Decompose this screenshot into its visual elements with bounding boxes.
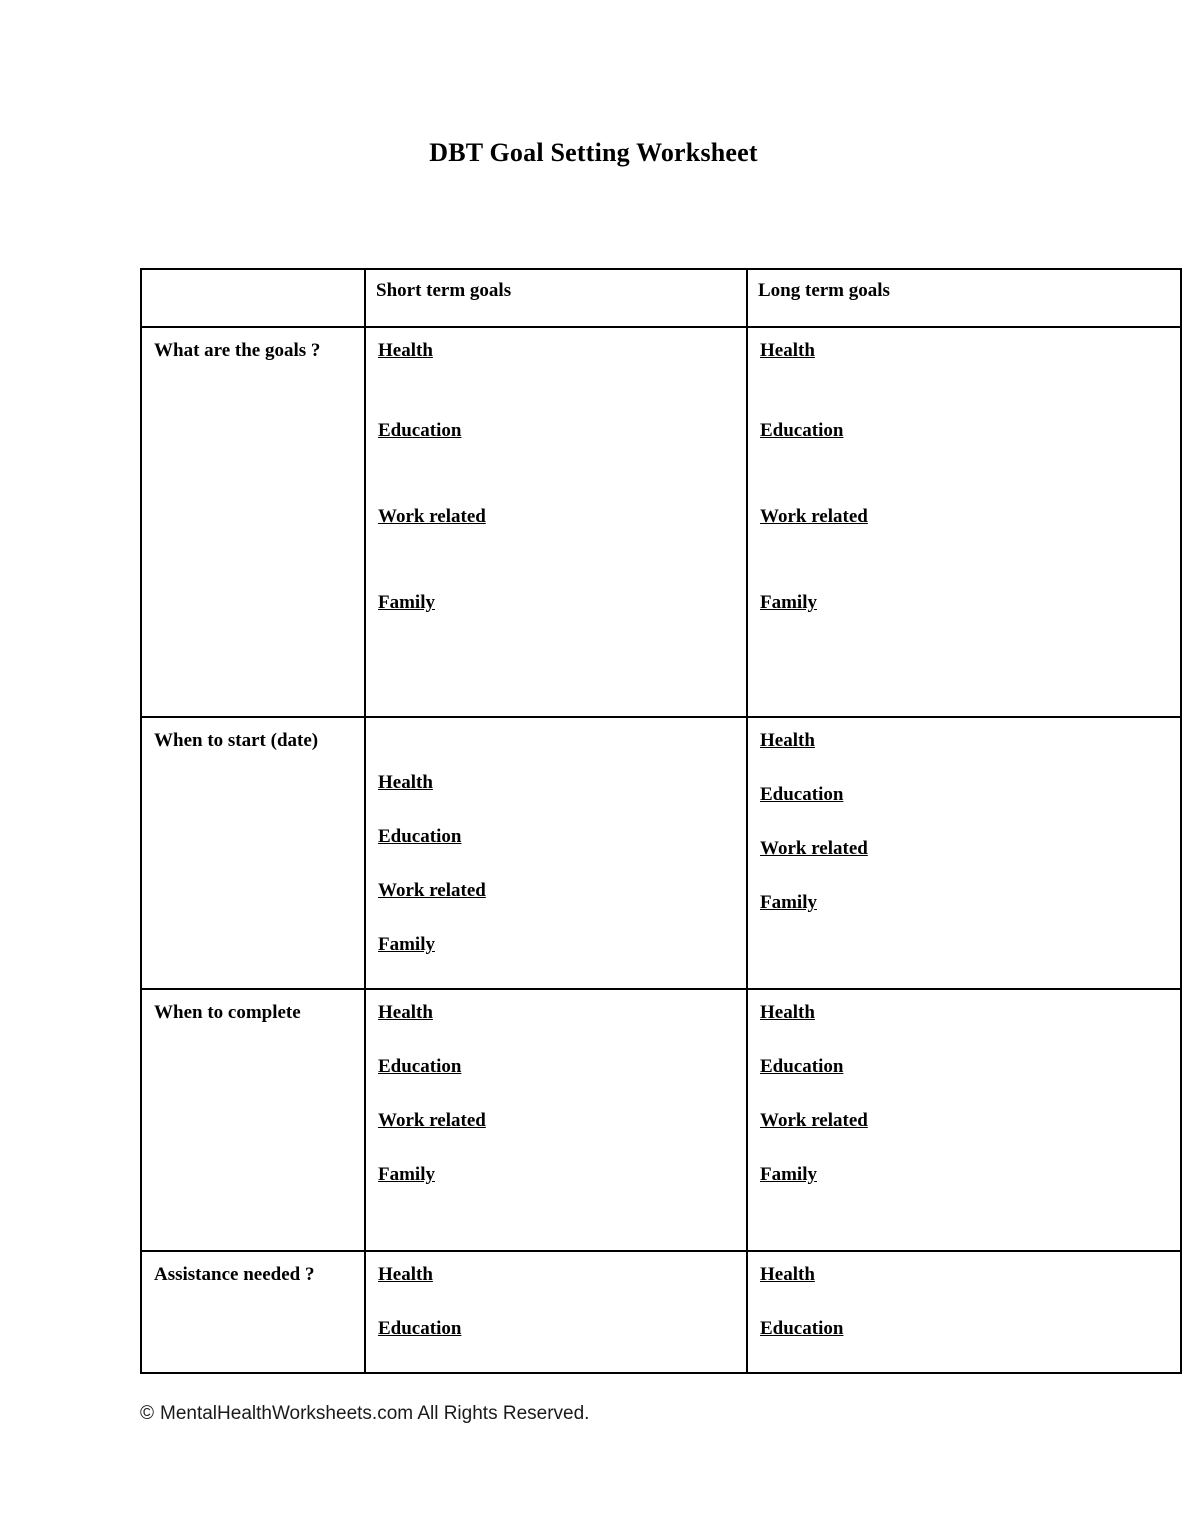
row-label-when-to-complete: When to complete [154,1002,301,1023]
page-title: DBT Goal Setting Worksheet [429,138,758,167]
goal-entry [760,1056,1180,1110]
goal-entry [378,880,746,934]
goal-label-work-related: Work related [378,506,486,527]
table-row [141,1251,1181,1373]
goal-entry [760,420,1180,506]
goal-label-education: Education [378,1056,462,1077]
goal-label-work-related: Work related [760,1110,868,1131]
goal-entry [378,1164,746,1218]
goal-label-education: Education [760,1056,844,1077]
goal-entry [760,892,1180,946]
goal-label-family: Family [378,934,435,955]
goal-entry [760,1110,1180,1164]
goal-entry [378,1264,746,1318]
goal-label-education: Education [378,826,462,847]
goal-label-family: Family [760,892,817,913]
goal-label-education: Education [760,784,844,805]
goal-label-family: Family [378,1164,435,1185]
header-corner-cell [141,269,365,327]
goal-label-family: Family [760,1164,817,1185]
goal-label-family: Family [760,592,817,613]
goal-entry [378,1002,746,1056]
goal-label-education: Education [760,420,844,441]
goal-label-health: Health [760,1002,815,1023]
goal-entry [760,340,1180,420]
row-label-goals: What are the goals ? [154,340,321,361]
cell-goals-long-term[interactable] [747,327,1181,717]
goal-setting-table [140,268,1182,1374]
goal-label-health: Health [378,772,433,793]
goal-entry [760,592,1180,678]
goal-entry [378,340,746,420]
table-header-row [141,269,1181,327]
cell-when-to-complete-long-term[interactable] [747,989,1181,1251]
goal-entry [378,1056,746,1110]
cell-when-to-complete-short-term[interactable] [365,989,747,1251]
header-long-term-label: Long term goals [758,280,890,301]
goal-label-education: Education [378,1318,462,1339]
goal-entry [760,1318,1180,1372]
row-label-cell-goals [141,327,365,717]
goal-label-health: Health [378,340,433,361]
cell-goals-short-term[interactable] [365,327,747,717]
row-label-cell-when-to-complete [141,989,365,1251]
footer [140,1403,589,1425]
goal-entry [760,784,1180,838]
header-long-term-cell [747,269,1181,327]
goal-entry [378,592,746,678]
row-label-when-to-start: When to start (date) [154,730,319,751]
goal-label-work-related: Work related [378,880,486,901]
goal-label-health: Health [378,1264,433,1285]
row-label-cell-assistance-needed [141,1251,365,1373]
goal-label-education: Education [378,420,462,441]
goal-label-education: Education [760,1318,844,1339]
table-row [141,989,1181,1251]
goal-entry [760,838,1180,892]
row-label-assistance-needed: Assistance needed ? [154,1264,315,1285]
goal-label-health: Health [760,1264,815,1285]
footer-text: MentalHealthWorksheets.com All Rights Reserved. [160,1403,590,1424]
header-short-term-cell [365,269,747,327]
goal-entry [760,1264,1180,1318]
row-label-cell-when-to-start [141,717,365,989]
goal-entry [378,772,746,826]
goal-label-health: Health [760,340,815,361]
goal-label-family: Family [378,592,435,613]
goal-entry [378,826,746,880]
goal-entry [760,730,1180,784]
goal-entry [378,1318,746,1372]
goal-label-work-related: Work related [378,1110,486,1131]
cell-when-to-start-long-term[interactable] [747,717,1181,989]
goal-entry [760,506,1180,592]
goal-label-work-related: Work related [760,506,868,527]
goal-entry [760,1002,1180,1056]
goal-entry [378,934,746,988]
goal-entry [760,1164,1180,1218]
cell-when-to-start-short-term[interactable] [365,717,747,989]
copyright-icon: © [140,1403,154,1424]
goal-label-health: Health [378,1002,433,1023]
goal-label-work-related: Work related [760,838,868,859]
goal-label-health: Health [760,730,815,751]
cell-assistance-needed-short-term[interactable] [365,1251,747,1373]
table-row [141,717,1181,989]
table-row [141,327,1181,717]
header-short-term-label: Short term goals [376,280,512,301]
cell-assistance-needed-long-term[interactable] [747,1251,1181,1373]
goal-entry [378,420,746,506]
goal-entry [378,1110,746,1164]
goal-entry [378,506,746,592]
